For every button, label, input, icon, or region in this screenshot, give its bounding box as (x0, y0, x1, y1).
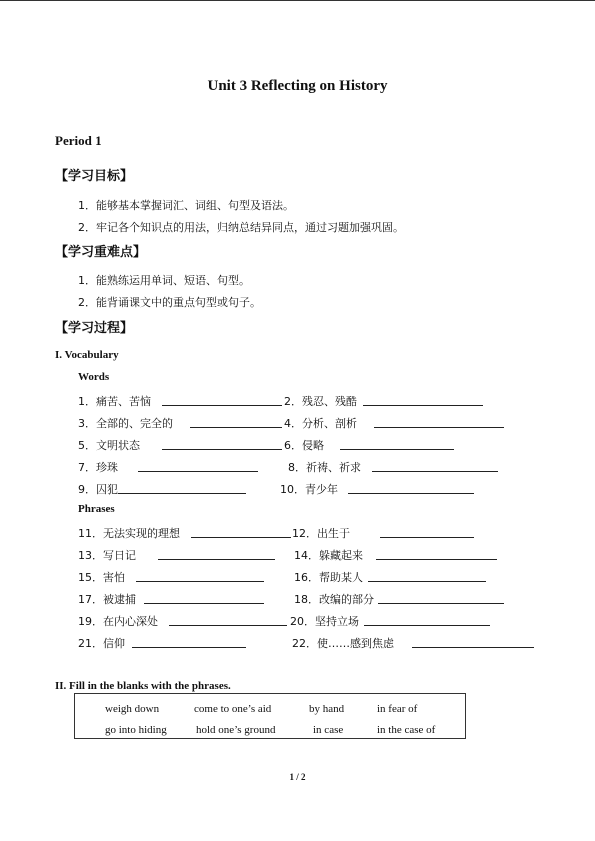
phrase-prompt: 11．无法实现的理想 (78, 527, 180, 540)
phrase-bank-item: weigh down (105, 703, 160, 715)
answer-blank[interactable] (169, 613, 287, 627)
answer-blank[interactable] (138, 459, 258, 473)
phrase-bank-item: in the case of (377, 724, 436, 736)
word-prompt: 1．痛苦、苦恼 (78, 395, 151, 408)
answer-blank[interactable] (162, 437, 282, 451)
answer-blank[interactable] (378, 591, 504, 605)
answer-blank[interactable] (144, 591, 264, 605)
word-prompt: 9．囚犯 (78, 483, 118, 496)
answer-blank[interactable] (162, 393, 282, 407)
phrase-prompt: 14．躲藏起来 (294, 549, 363, 562)
phrase-prompt: 13．写日记 (78, 549, 136, 562)
answer-blank[interactable] (376, 547, 497, 561)
goal-item: 1．能够基本掌握词汇、词组、句型及语法。 (78, 199, 294, 212)
page-top-rule (0, 0, 595, 1)
answer-blank[interactable] (158, 547, 275, 561)
word-prompt: 5．文明状态 (78, 439, 140, 452)
word-prompt: 8．祈祷、祈求 (288, 461, 361, 474)
phrase-prompt: 21．信仰 (78, 637, 125, 650)
answer-blank[interactable] (340, 437, 454, 451)
phrase-prompt: 18．改编的部分 (294, 593, 374, 606)
phrase-bank-item: by hand (309, 703, 345, 715)
key-point-item: 2．能背诵课文中的重点句型或句子。 (78, 296, 261, 309)
word-prompt: 4．分析、剖析 (284, 417, 357, 430)
phrase-prompt: 19．在内心深处 (78, 615, 158, 628)
answer-blank[interactable] (348, 481, 474, 495)
answer-blank[interactable] (191, 525, 291, 539)
phrase-prompt: 17．被逮捕 (78, 593, 136, 606)
answer-blank[interactable] (380, 525, 474, 539)
answer-blank[interactable] (372, 459, 498, 473)
word-prompt: 2．残忍、残酷 (284, 395, 357, 408)
word-prompt: 10．青少年 (280, 483, 338, 496)
answer-blank[interactable] (363, 393, 483, 407)
answer-blank[interactable] (118, 481, 246, 495)
phrase-bank-item: hold one’s ground (196, 724, 276, 736)
word-prompt: 7．珍珠 (78, 461, 118, 474)
phrase-prompt: 22．使……感到焦虑 (292, 637, 394, 650)
phrase-bank-item: go into hiding (105, 724, 167, 736)
page-title: Unit 3 Reflecting on History (207, 78, 388, 94)
answer-blank[interactable] (364, 613, 490, 627)
answer-blank[interactable] (368, 569, 486, 583)
answer-blank[interactable] (374, 415, 504, 429)
vocabulary-heading: I. Vocabulary (55, 349, 119, 361)
goals-heading: 【学习目标】 (55, 169, 134, 184)
process-heading: 【学习过程】 (55, 321, 134, 336)
answer-blank[interactable] (412, 635, 534, 649)
answer-blank[interactable] (136, 569, 264, 583)
key-points-heading: 【学习重难点】 (55, 245, 147, 260)
phrase-bank-item: in fear of (377, 703, 418, 715)
word-prompt: 6．侵略 (284, 439, 324, 452)
period-label: Period 1 (55, 133, 102, 148)
phrase-prompt: 16．帮助某人 (294, 571, 363, 584)
phrase-bank-item: come to one’s aid (194, 703, 272, 715)
phrase-prompt: 20．坚持立场 (290, 615, 359, 628)
answer-blank[interactable] (190, 415, 282, 429)
page-number: 1 / 2 (289, 772, 306, 782)
answer-blank[interactable] (132, 635, 246, 649)
goal-item: 2．牢记各个知识点的用法，归纳总结异同点，通过习题加强巩固。 (78, 221, 404, 234)
phrase-prompt: 15．害怕 (78, 571, 125, 584)
phrase-bank-item: in case (313, 724, 344, 736)
word-prompt: 3．全部的、完全的 (78, 417, 173, 430)
phrase-bank-box (74, 693, 466, 739)
key-point-item: 1．能熟练运用单词、短语、句型。 (78, 274, 250, 287)
phrase-prompt: 12．出生于 (292, 527, 350, 540)
fill-heading: II. Fill in the blanks with the phrases. (55, 680, 231, 692)
words-label: Words (78, 371, 110, 383)
phrases-label: Phrases (78, 503, 115, 515)
